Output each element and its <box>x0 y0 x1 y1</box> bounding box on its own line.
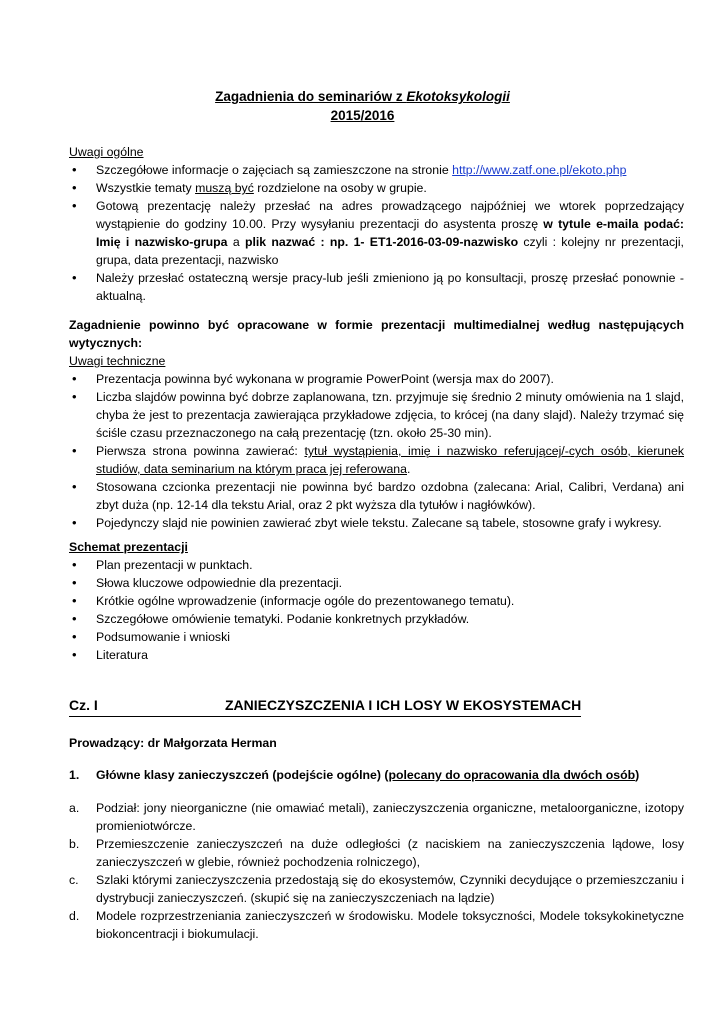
list-item: a. Podział: jony nieorganiczne (nie omawiać metali), zanieczyszczenia organiczne, metaloorganiczne, izotopy promieniotwórcze. <box>69 801 684 833</box>
list-item: • Pojedynczy slajd nie powinien zawierać zbyt wiele tekstu. Zalecane są tabele, stosowne grafy i wykresy. <box>69 514 684 532</box>
list-item: d. Modele rozprzestrzeniania zanieczyszczeń w środowisku. Modele toksyczności, Modele toksykokinetyczne biokoncentracji i biokumulacji. <box>69 909 684 941</box>
list-item: b. Przemieszczenie zanieczyszczeń na duże odległości (z naciskiem na zanieczyszczenia lądowe, losy zanieczyszczeń w glebie, również pochodzenia rolniczego), <box>69 837 684 869</box>
list-item: • Wszystkie tematy muszą być rozdzielone na osoby w grupie. <box>69 179 684 197</box>
subpoint-list <box>69 799 684 943</box>
general-remarks <box>69 143 684 305</box>
list-item: • Stosowana czcionka prezentacji nie powinna być bardzo ozdobna (zalecana: Arial, Calibri, Verdana) ani zbyt duża (np. 12-14 dla tekstu Arial, oraz 2 pkt wyższa dla tytułów i nagłówków). <box>69 478 684 514</box>
section-title: ZANIECZYSZCZENIA I ICH LOSY W EKOSYSTEMACH <box>225 697 582 713</box>
list-item: • Szczegółowe informacje o zajęciach są zamieszczone na stronie http://www.zatf.one.pl/ekoto.php <box>69 161 684 179</box>
general-heading: Uwagi ogólne <box>69 145 144 159</box>
list-item: • Liczba slajdów powinna być dobrze zaplanowana, tzn. przyjmuje się średnio 2 minuty omówienia na 1 slajd, chyba że jest to prezentacja zawierająca przykładowe zdjęcia, to krócej (na dany slajd). Należy trzymać się ściśle czasu przeznaczonego na całą prezentację (tzn. około 25-30 min). <box>69 388 684 442</box>
topic-subpoints <box>69 799 684 943</box>
topic-number: 1. <box>69 768 80 782</box>
list-item: • Szczegółowe omówienie tematyki. Podanie konkretnych przykładów. <box>69 610 684 628</box>
tech-intro: Zagadnienie powinno być opracowane w formie prezentacji multimedialnej według następujących wytycznych: <box>69 318 684 350</box>
topic-heading <box>69 766 684 784</box>
list-item: • Pierwsza strona powinna zawierać: tytuł wystąpienia, imię i nazwisko referującej/-cych osób, kierunek studiów, data seminarium na którym praca jej referowana. <box>69 442 684 478</box>
list-item: • Plan prezentacji w punktach. <box>69 556 684 574</box>
list-item: • Krótkie ogólne wprowadzenie (informacje ogóle do prezentowanego tematu). <box>69 592 684 610</box>
tech-heading: Uwagi techniczne <box>69 354 166 368</box>
list-item: c. Szlaki którymi zanieczyszczenia przedostają się do ekosystemów, Czynniki decydujące o przemieszczaniu i dystrybucji zanieczyszczeń. (skupić się na zanieczyszczeniach na lądzie) <box>69 873 684 905</box>
presentation-scheme <box>69 538 684 664</box>
list-item: • Podsumowanie i wnioski <box>69 628 684 646</box>
list-item: • Należy przesłać ostateczną wersje pracy-lub jeśli zmieniono ją po konsultacji, proszę przesłać ponownie - aktualną. <box>69 269 684 305</box>
list-item: • Prezentacja powinna być wykonana w programie PowerPoint (wersja max do 2007). <box>69 370 684 388</box>
list-item: • Słowa kluczowe odpowiednie dla prezentacji. <box>69 574 684 592</box>
lecturer: Prowadzący: dr Małgorzata Herman <box>69 736 277 750</box>
topic-title: Główne klasy zanieczyszczeń (podejście ogólne) (polecany do opracowania dla dwóch osób) <box>96 768 640 782</box>
schema-heading: Schemat prezentacji <box>69 540 188 554</box>
general-list <box>69 161 684 305</box>
topic-note: polecany do opracowania dla dwóch osób <box>388 768 636 782</box>
schema-list <box>69 556 684 664</box>
tech-list <box>69 370 684 532</box>
list-item: • Gotową prezentację należy przesłać na adres prowadzącego najpóźniej we wtorek poprzedzający wystąpienie do godziny 10.00. Przy wysyłaniu prezentacji do asystenta proszę w tytule e-maila podać: Imię i nazwisko-grupa a plik nazwać : np. 1- ET1-2016-03-09-nazwisko czyli : kolejny nr prezentacji, grupa, data prezentacji, nazwisko <box>69 197 684 269</box>
title-italic: Ekotoksykologii <box>406 89 510 104</box>
technical-remarks <box>69 316 684 532</box>
academic-year: 2015/2016 <box>330 108 395 123</box>
list-item: • Literatura <box>69 646 684 664</box>
section-number: Cz. I <box>69 697 98 713</box>
ekoto-link[interactable]: http://www.zatf.one.pl/ekoto.php <box>452 163 627 177</box>
page-title: Zagadnienia do seminariów z Ekotoksykologii <box>215 89 510 104</box>
section-header <box>69 697 581 717</box>
